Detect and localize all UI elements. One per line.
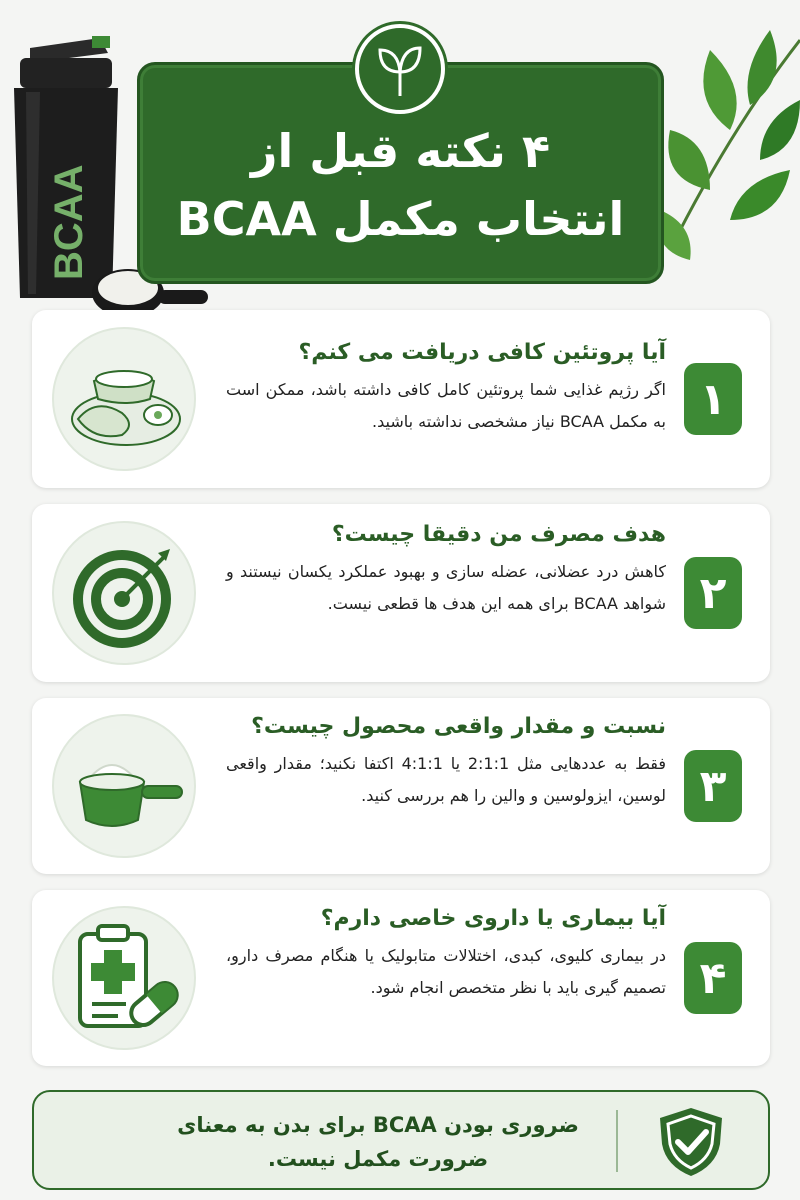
medical-clipboard-icon (66, 920, 186, 1040)
leaves-image (650, 10, 800, 270)
footer-text: ضروری بودن BCAA برای بدن به معنای ضرورت مکمل نیست. (177, 1113, 579, 1171)
tip-body: اگر رژیم غذایی شما پروتئین کامل کافی داشته باشد، ممکن است به مکمل BCAA نیاز مشخصی نداشته باشید. (226, 380, 666, 431)
tip-card-2 (32, 504, 770, 682)
tip-title: هدف مصرف من دقیقا چیست؟ (331, 522, 666, 547)
tip-number-badge: ۲ (684, 557, 742, 629)
tip-title: آیا پروتئین کافی دریافت می کنم؟ (298, 340, 666, 365)
tip-body: فقط به عددهایی مثل 2:1:1 یا 4:1:1 اکتفا نکنید؛ مقدار واقعی لوسین، ایزولوسین و والین را هم بررسی کنید. (226, 754, 667, 805)
tip-number-badge: ۳ (684, 750, 742, 822)
page-title-line-1: ۴ نکته قبل از (250, 124, 551, 178)
tip-title: آیا بیماری یا داروی خاصی دارم؟ (320, 906, 666, 931)
food-plate-icon-wrap (52, 327, 196, 471)
footer-callout (32, 1090, 770, 1190)
tip-text (226, 902, 666, 1004)
tip-text (226, 710, 666, 812)
medical-clipboard-icon-wrap (52, 906, 196, 1050)
tip-body: در بیماری کلیوی، کبدی، اختلالات متابولیک یا هنگام مصرف دارو، تصمیم گیری باید با نظر متخصص انجام شود. (226, 946, 666, 997)
tip-body: کاهش درد عضلانی، عضله سازی و بهبود عملکرد یکسان نیستند و شواهد BCAA برای همه این هدف ها قطعی نیست. (226, 562, 666, 613)
tip-card-4 (32, 890, 770, 1066)
tip-title: نسبت و مقدار واقعی محصول چیست؟ (251, 714, 666, 739)
tip-card-1 (32, 310, 770, 488)
powder-scoop-icon (66, 728, 186, 848)
footer-divider (616, 1110, 618, 1172)
target-icon-wrap (52, 521, 196, 665)
leaf-icon (376, 42, 424, 98)
tip-text (226, 336, 666, 438)
page-title-line-2: انتخاب مکمل BCAA (176, 192, 625, 246)
tip-number-badge: ۱ (684, 363, 742, 435)
powder-scoop-icon-wrap (52, 714, 196, 858)
shield-check-icon (656, 1106, 726, 1178)
top-badge (355, 24, 445, 114)
tip-text (226, 518, 666, 620)
target-icon (66, 535, 186, 655)
shaker-label: BCAA (47, 164, 91, 280)
tip-card-3 (32, 698, 770, 874)
food-plate-icon (66, 341, 186, 461)
tip-number-badge: ۴ (684, 942, 742, 1014)
